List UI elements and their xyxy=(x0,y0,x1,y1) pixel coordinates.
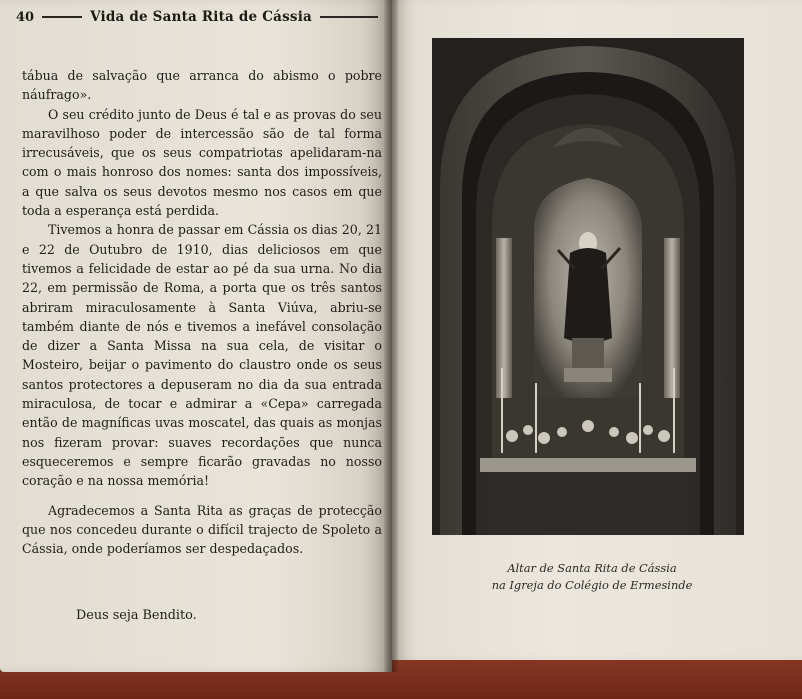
paragraph-4: Agradecemos a Santa Rita as graças de protecção que nos concedeu durante o difícil trajecto de Spoleto a Cássia, onde poderíamos ser despedaçados. xyxy=(22,502,382,557)
closing-line: Deus seja Bendito. xyxy=(76,608,197,623)
caption-line-2: na Igreja do Colégio de Ermesinde xyxy=(491,578,693,592)
paragraph-2: O seu crédito junto de Deus é tal e as provas do seu maravilhoso poder de intercessão são de tal forma irrecusáveis, que os seus compatriotas apelidaram-na com o mais honroso dos nomes: santa dos impossíveis, a que salva os seus devotos mesmo nos casos em que toda a esperança está perdida. xyxy=(22,106,382,219)
page-number: 40 xyxy=(16,9,35,25)
running-head xyxy=(16,4,378,30)
header-rule-left xyxy=(42,16,82,18)
altar-photo xyxy=(432,38,744,535)
header-rule-right xyxy=(320,16,378,18)
altar-illustration xyxy=(432,38,744,535)
book-gutter xyxy=(384,0,398,672)
book-title: Vida de Santa Rita de Cássia xyxy=(90,9,312,25)
paragraph-1: tábua de salvação que arranca do abismo o pobre náufrago». xyxy=(22,68,382,103)
caption-line-1: Altar de Santa Rita de Cássia xyxy=(507,561,677,575)
paragraph-3: Tivemos a honra de passar em Cássia os dias 20, 21 e 22 de Outubro de 1910, dias deliciosos em que tivemos a felicidade de estar ao pé da sua urna. No dia 22, em permissão de Roma, a porta que os três santos abriram miraculosamente à Santa Viúva, abriu-se também diante de nós e tivemos a inefável consolação de dizer a Santa Missa na sua cela, de visitar o Mosteiro, beijar o pavimento do claustro onde os seus santos protectores a depuseram no dia da sua entrada miraculosa, de tocar e admirar a «Cepa» carregada então de magníficas uvas moscatel, das quais as monjas nos fizeram provar: suaves recordações que nunca esqueceremos e sempre ficarão gravadas no nosso coração e na nossa memória! xyxy=(22,222,382,489)
body-text xyxy=(22,66,382,558)
photo-caption xyxy=(470,560,714,594)
